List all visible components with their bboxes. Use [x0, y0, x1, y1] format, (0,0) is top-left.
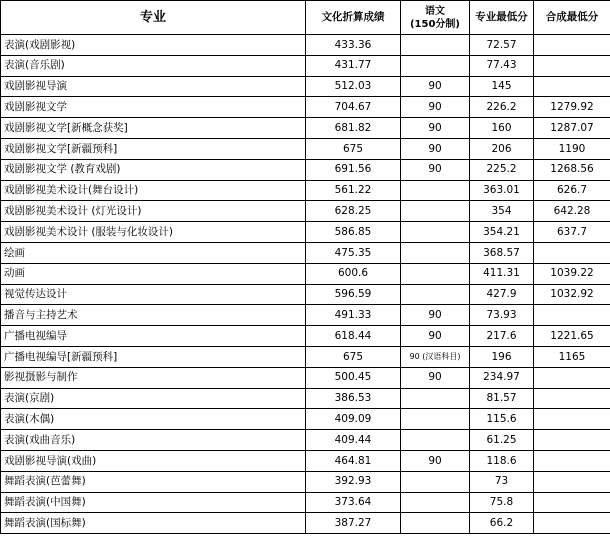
- header-major: 专业: [1, 1, 306, 35]
- table-row: [1, 159, 610, 180]
- culture-score-cell: 704.67: [306, 97, 401, 118]
- major-cell: 舞蹈表演(中国舞): [1, 492, 306, 513]
- major-cell: 动画: [1, 263, 306, 284]
- table-row: [1, 450, 610, 471]
- table-row: [1, 513, 610, 534]
- total-min-cell: [534, 35, 610, 56]
- culture-score-cell: 433.36: [306, 35, 401, 56]
- chinese-score-cell: [401, 35, 470, 56]
- professional-min-cell: 160: [470, 118, 534, 139]
- table-row: [1, 35, 610, 56]
- major-cell: 戏剧影视文学[新疆预科]: [1, 138, 306, 159]
- header-chinese: [401, 1, 470, 35]
- culture-score-cell: 675: [306, 346, 401, 367]
- professional-min-cell: 72.57: [470, 35, 534, 56]
- major-cell: 绘画: [1, 242, 306, 263]
- chinese-score-cell: 90: [401, 326, 470, 347]
- total-min-cell: 1190: [534, 138, 610, 159]
- total-min-cell: [534, 513, 610, 534]
- total-min-cell: [534, 305, 610, 326]
- chinese-score-cell: 90: [401, 450, 470, 471]
- chinese-score-cell: [401, 513, 470, 534]
- header-culture-score: 文化折算成绩: [306, 1, 401, 35]
- major-cell: 广播电视编导[新疆预科]: [1, 346, 306, 367]
- professional-min-cell: 354.21: [470, 222, 534, 243]
- chinese-score-cell: 90: [401, 305, 470, 326]
- culture-score-cell: 596.59: [306, 284, 401, 305]
- chinese-score-cell: 90: [401, 367, 470, 388]
- chinese-score-cell: [401, 222, 470, 243]
- culture-score-cell: 373.64: [306, 492, 401, 513]
- culture-score-cell: 561.22: [306, 180, 401, 201]
- major-cell: 表演(戏曲音乐): [1, 430, 306, 451]
- major-cell: 戏剧影视文学[新概念获奖]: [1, 118, 306, 139]
- chinese-score-cell: [401, 388, 470, 409]
- total-min-cell: 1268.56: [534, 159, 610, 180]
- total-min-cell: [534, 388, 610, 409]
- major-cell: 播音与主持艺术: [1, 305, 306, 326]
- total-min-cell: 1039.22: [534, 263, 610, 284]
- table-row: [1, 409, 610, 430]
- table-row: [1, 471, 610, 492]
- professional-min-cell: 363.01: [470, 180, 534, 201]
- chinese-score-cell: 90: [401, 76, 470, 97]
- major-cell: 戏剧影视美术设计 (灯光设计): [1, 201, 306, 222]
- major-cell: 戏剧影视美术设计 (服装与化妆设计): [1, 222, 306, 243]
- table-row: [1, 201, 610, 222]
- culture-score-cell: 409.09: [306, 409, 401, 430]
- major-cell: 表演(戏剧影视): [1, 35, 306, 56]
- culture-score-cell: 691.56: [306, 159, 401, 180]
- chinese-score-cell: 90: [401, 138, 470, 159]
- total-min-cell: 642.28: [534, 201, 610, 222]
- table-row: [1, 138, 610, 159]
- major-cell: 影视摄影与制作: [1, 367, 306, 388]
- professional-min-cell: 73: [470, 471, 534, 492]
- professional-min-cell: 115.6: [470, 409, 534, 430]
- table-row: [1, 55, 610, 76]
- major-cell: 戏剧影视文学 (教育戏剧): [1, 159, 306, 180]
- total-min-cell: [534, 409, 610, 430]
- professional-min-cell: 81.57: [470, 388, 534, 409]
- chinese-score-cell: [401, 55, 470, 76]
- professional-min-cell: 206: [470, 138, 534, 159]
- chinese-score-cell: [401, 263, 470, 284]
- total-min-cell: 626.7: [534, 180, 610, 201]
- total-min-cell: 637.7: [534, 222, 610, 243]
- professional-min-cell: 77.43: [470, 55, 534, 76]
- chinese-score-cell: [401, 492, 470, 513]
- total-min-cell: 1165: [534, 346, 610, 367]
- major-cell: 戏剧影视导演(戏曲): [1, 450, 306, 471]
- professional-min-cell: 368.57: [470, 242, 534, 263]
- table-row: [1, 222, 610, 243]
- table-row: [1, 367, 610, 388]
- table-row: [1, 242, 610, 263]
- table-row: [1, 180, 610, 201]
- chinese-score-cell: [401, 201, 470, 222]
- table-row: [1, 97, 610, 118]
- culture-score-cell: 464.81: [306, 450, 401, 471]
- major-cell: 表演(木偶): [1, 409, 306, 430]
- major-cell: 表演(京剧): [1, 388, 306, 409]
- total-min-cell: [534, 367, 610, 388]
- major-cell: 表演(音乐剧): [1, 55, 306, 76]
- total-min-cell: [534, 450, 610, 471]
- culture-score-cell: 500.45: [306, 367, 401, 388]
- chinese-score-cell: 90: [401, 159, 470, 180]
- total-min-cell: [534, 430, 610, 451]
- professional-min-cell: 118.6: [470, 450, 534, 471]
- chinese-score-cell: [401, 430, 470, 451]
- header-chinese-line2: (150分制): [409, 18, 460, 30]
- table-row: [1, 388, 610, 409]
- table-row: [1, 326, 610, 347]
- total-min-cell: [534, 492, 610, 513]
- culture-score-cell: 387.27: [306, 513, 401, 534]
- chinese-score-cell: [401, 284, 470, 305]
- culture-score-cell: 409.44: [306, 430, 401, 451]
- total-min-cell: 1032.92: [534, 284, 610, 305]
- chinese-score-cell: 90: [401, 118, 470, 139]
- header-chinese-line1: 语文: [425, 5, 445, 17]
- culture-score-cell: 431.77: [306, 55, 401, 76]
- table-row: [1, 284, 610, 305]
- table-row: [1, 492, 610, 513]
- major-cell: 戏剧影视文学: [1, 97, 306, 118]
- table-row: [1, 430, 610, 451]
- table-body: [1, 35, 610, 534]
- professional-min-cell: 145: [470, 76, 534, 97]
- professional-min-cell: 217.6: [470, 326, 534, 347]
- table-row: [1, 76, 610, 97]
- professional-min-cell: 73.93: [470, 305, 534, 326]
- total-min-cell: 1287.07: [534, 118, 610, 139]
- chinese-score-cell: [401, 471, 470, 492]
- culture-score-cell: 628.25: [306, 201, 401, 222]
- chinese-score-cell: 90: [401, 97, 470, 118]
- professional-min-cell: 196: [470, 346, 534, 367]
- professional-min-cell: 411.31: [470, 263, 534, 284]
- table-row: [1, 305, 610, 326]
- professional-min-cell: 234.97: [470, 367, 534, 388]
- major-cell: 广播电视编导: [1, 326, 306, 347]
- culture-score-cell: 681.82: [306, 118, 401, 139]
- major-cell: 戏剧影视导演: [1, 76, 306, 97]
- header-row: [1, 1, 610, 35]
- professional-min-cell: 354: [470, 201, 534, 222]
- professional-min-cell: 427.9: [470, 284, 534, 305]
- professional-min-cell: 61.25: [470, 430, 534, 451]
- professional-min-cell: 75.8: [470, 492, 534, 513]
- professional-min-cell: 226.2: [470, 97, 534, 118]
- major-cell: 戏剧影视美术设计(舞台设计): [1, 180, 306, 201]
- professional-min-cell: 66.2: [470, 513, 534, 534]
- culture-score-cell: 475.35: [306, 242, 401, 263]
- major-cell: 舞蹈表演(芭蕾舞): [1, 471, 306, 492]
- culture-score-cell: 675: [306, 138, 401, 159]
- professional-min-cell: 225.2: [470, 159, 534, 180]
- culture-score-cell: 392.93: [306, 471, 401, 492]
- total-min-cell: [534, 471, 610, 492]
- table-row: [1, 118, 610, 139]
- header-total-min: 合成最低分: [534, 1, 610, 35]
- culture-score-cell: 586.85: [306, 222, 401, 243]
- chinese-score-cell: [401, 180, 470, 201]
- total-min-cell: 1221.65: [534, 326, 610, 347]
- total-min-cell: 1279.92: [534, 97, 610, 118]
- table-row: [1, 263, 610, 284]
- header-professional-min: 专业最低分: [470, 1, 534, 35]
- total-min-cell: [534, 242, 610, 263]
- culture-score-cell: 618.44: [306, 326, 401, 347]
- major-cell: 舞蹈表演(国标舞): [1, 513, 306, 534]
- total-min-cell: [534, 55, 610, 76]
- culture-score-cell: 600.6: [306, 263, 401, 284]
- culture-score-cell: 491.33: [306, 305, 401, 326]
- chinese-score-cell: [401, 242, 470, 263]
- table-row: [1, 346, 610, 367]
- major-cell: 视觉传达设计: [1, 284, 306, 305]
- chinese-score-cell: [401, 409, 470, 430]
- culture-score-cell: 386.53: [306, 388, 401, 409]
- total-min-cell: [534, 76, 610, 97]
- chinese-score-cell: 90 (汉语科目): [401, 346, 470, 367]
- culture-score-cell: 512.03: [306, 76, 401, 97]
